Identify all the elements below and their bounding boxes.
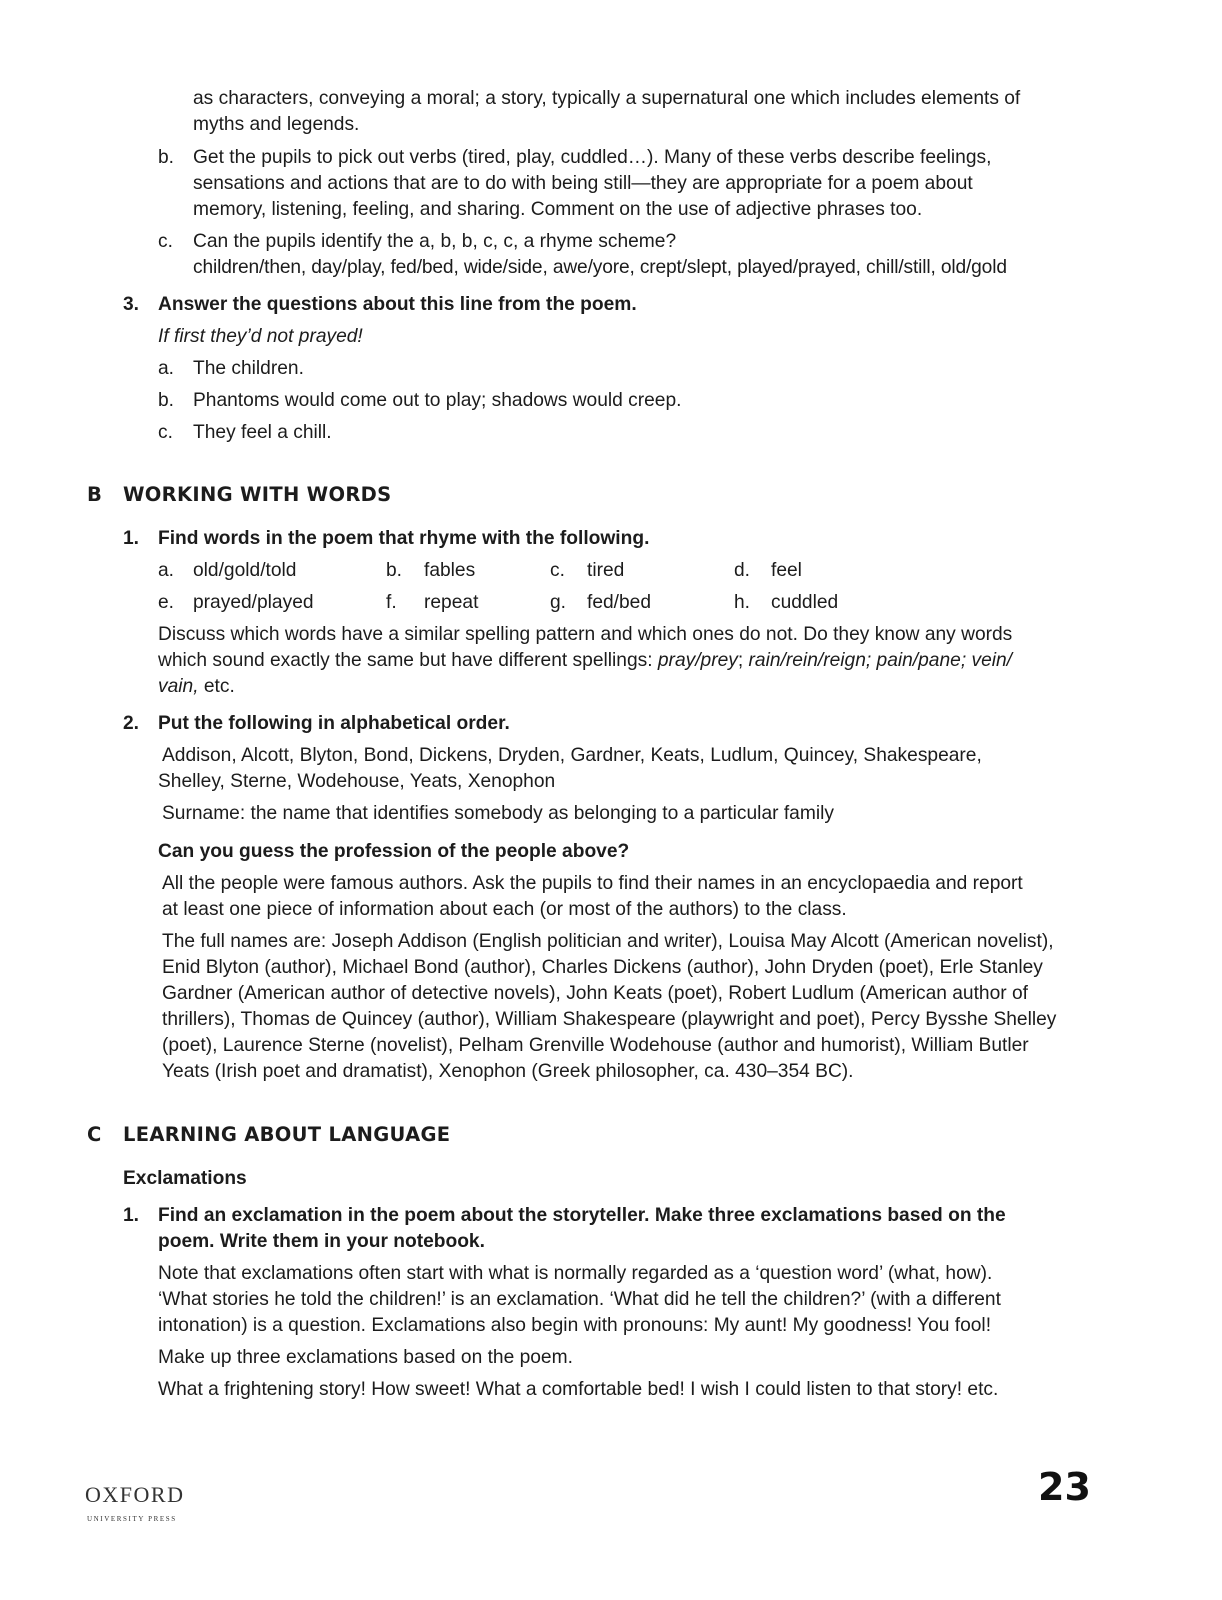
item-label: a.: [158, 560, 175, 581]
question-number: 2.: [123, 713, 140, 734]
section-title: LEARNING ABOUT LANGUAGE: [123, 1123, 451, 1146]
intro-b-line: memory, listening, feeling, and sharing. Comment on the use of adjective phrases too.: [193, 199, 923, 220]
rhyme-answer: feel: [771, 560, 802, 581]
answer-text: Phantoms would come out to play; shadows would creep.: [193, 390, 682, 411]
item-label: f.: [386, 592, 397, 613]
poem-quote: If first they’d not prayed!: [158, 326, 363, 347]
homophone-example: rain/rein/reign; pain/pane; vein/: [748, 650, 1013, 671]
item-label: c.: [158, 231, 173, 252]
question-heading: Answer the questions about this line from the poem.: [158, 294, 637, 315]
answer-text: The children.: [193, 358, 304, 379]
full-names-line: (poet), Laurence Sterne (novelist), Pelham Grenville Wodehouse (author and humorist), William Butler: [162, 1035, 1029, 1056]
homophone-example: pray/prey: [657, 650, 738, 671]
rhyme-answer: cuddled: [771, 592, 839, 613]
item-label: a.: [158, 358, 175, 379]
full-names-line: thrillers), Thomas de Quincey (author), William Shakespeare (playwright and poet), Percy Bysshe Shelley: [162, 1009, 1057, 1030]
section-letter: B: [87, 483, 103, 506]
item-label: g.: [550, 592, 567, 613]
answer-line: All the people were famous authors. Ask the pupils to find their names in an encyclopaedia and report: [162, 873, 1023, 894]
item-label: b.: [158, 147, 175, 168]
example-exclamations: What a frightening story! How sweet! What a comfortable bed! I wish I could listen to that story! etc.: [158, 1379, 999, 1400]
intro-b-line: sensations and actions that are to do with being still—they are appropriate for a poem about: [193, 173, 973, 194]
question-number: 1.: [123, 1205, 140, 1226]
page-number: 23: [1038, 1465, 1091, 1509]
full-names-line: Gardner (American author of detective novels), John Keats (poet), Robert Ludlum (American author of: [162, 983, 1028, 1004]
rhyme-answer: tired: [587, 560, 625, 581]
answer-line: at least one piece of information about each (or most of the authors) to the class.: [162, 899, 847, 920]
intro-line: myths and legends.: [193, 114, 360, 135]
separator: ;: [737, 650, 749, 671]
question-heading: Put the following in alphabetical order.: [158, 713, 510, 734]
section-letter: C: [87, 1123, 102, 1146]
note-line: ‘What stories he told the children!’ is an exclamation. ‘What did he tell the children?’ (with a different: [158, 1289, 1001, 1310]
homophone-example: vain,: [158, 676, 199, 697]
rhyme-answer: old/gold/told: [193, 560, 297, 581]
subsection-heading: Exclamations: [123, 1168, 247, 1189]
surname-definition: Surname: the name that identifies somebody as belonging to a particular family: [162, 803, 834, 824]
answer-text: They feel a chill.: [193, 422, 332, 443]
item-label: d.: [734, 560, 751, 581]
discussion-text: which sound exactly the same but have different spellings:: [158, 650, 658, 671]
discussion-line: [158, 648, 1012, 674]
intro-b-line: Get the pupils to pick out verbs (tired, play, cuddled…). Many of these verbs describe feelings,: [193, 147, 992, 168]
question-number: 3.: [123, 294, 140, 315]
note-line: Note that exclamations often start with what is normally regarded as a ‘question word’ (what, how).: [158, 1263, 993, 1284]
question-heading: poem. Write them in your notebook.: [158, 1231, 485, 1252]
full-names-line: The full names are: Joseph Addison (English politician and writer), Louisa May Alcott (American novelist),: [162, 931, 1054, 952]
question-subheading: Can you guess the profession of the people above?: [158, 841, 630, 862]
rhyme-pairs: children/then, day/play, fed/bed, wide/side, awe/yore, crept/slept, played/prayed, chill/still, old/gold: [193, 257, 1007, 278]
item-label: c.: [550, 560, 565, 581]
item-label: h.: [734, 592, 751, 613]
intro-line: as characters, conveying a moral; a story, typically a supernatural one which includes elements of: [193, 88, 1021, 109]
full-names-line: Enid Blyton (author), Michael Bond (author), Charles Dickens (author), John Dryden (poet), Erle Stanley: [162, 957, 1043, 978]
rhyme-answer: prayed/played: [193, 592, 314, 613]
question-heading: Find an exclamation in the poem about the storyteller. Make three exclamations based on the: [158, 1205, 1006, 1226]
instruction-line: Make up three exclamations based on the poem.: [158, 1347, 573, 1368]
discussion-line: [158, 674, 235, 700]
rhyme-answer: fables: [424, 560, 476, 581]
item-label: b.: [386, 560, 403, 581]
names-line: Shelley, Sterne, Wodehouse, Yeats, Xenophon: [158, 771, 556, 792]
rhyme-answer: repeat: [424, 592, 479, 613]
full-names-line: Yeats (Irish poet and dramatist), Xenophon (Greek philosopher, ca. 430–354 BC).: [162, 1061, 854, 1082]
question-heading: Find words in the poem that rhyme with the following.: [158, 528, 650, 549]
question-number: 1.: [123, 528, 140, 549]
publisher-logo-subtitle: UNIVERSITY PRESS: [87, 1515, 177, 1523]
intro-c-line: Can the pupils identify the a, b, b, c, c, a rhyme scheme?: [193, 231, 677, 252]
names-line: Addison, Alcott, Blyton, Bond, Dickens, Dryden, Gardner, Keats, Ludlum, Quincey, Shakespeare,: [162, 745, 982, 766]
publisher-logo: OXFORD: [85, 1482, 185, 1507]
item-label: c.: [158, 422, 173, 443]
discussion-line: Discuss which words have a similar spelling pattern and which ones do not. Do they know any words: [158, 624, 1013, 645]
discussion-text: etc.: [198, 676, 235, 697]
section-title: WORKING WITH WORDS: [123, 483, 392, 506]
item-label: e.: [158, 592, 175, 613]
item-label: b.: [158, 390, 175, 411]
rhyme-answer: fed/bed: [587, 592, 652, 613]
note-line: intonation) is a question. Exclamations also begin with pronouns: My aunt! My goodness! You fool!: [158, 1315, 992, 1336]
